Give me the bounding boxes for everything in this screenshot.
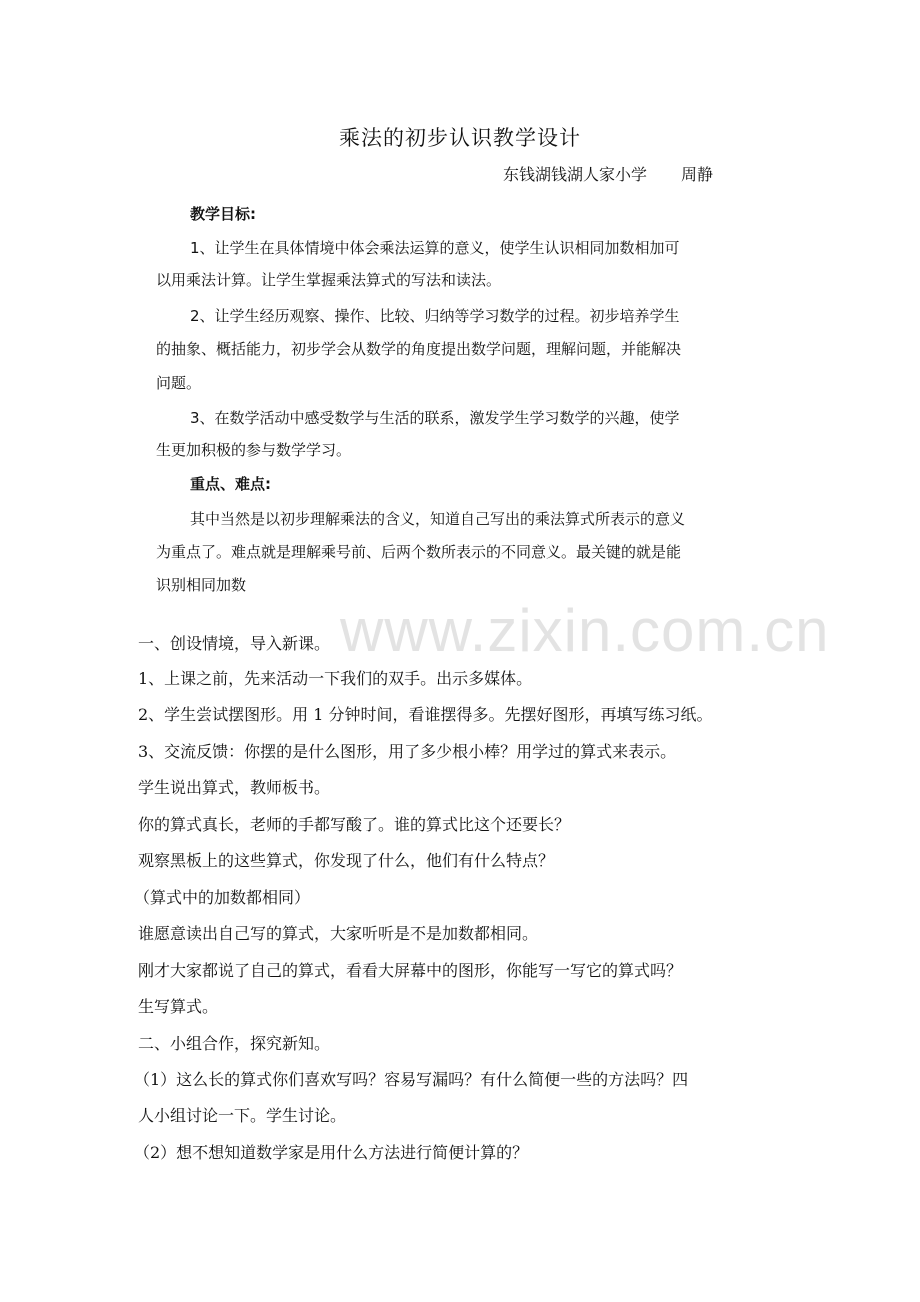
paragraph-line: 2、学生尝试摆图形。用 1 分钟时间，看谁摆得多。先摆好图形，再填写练习纸。	[138, 705, 713, 724]
objective-line: 问题。	[156, 374, 202, 392]
paragraph-line: 3、交流反馈：你摆的是什么图形，用了多少根小棒？用学过的算式来表示。	[138, 742, 677, 761]
paragraph-line: 生写算式。	[138, 997, 219, 1016]
paragraph-line: （2）想不想知道数学家是用什么方法进行简便计算的？	[134, 1143, 529, 1162]
paragraph-line: 1、上课之前，先来活动一下我们的双手。出示多媒体。	[138, 669, 533, 688]
paragraph-line: 学生说出算式，教师板书。	[138, 778, 331, 797]
keypoints-heading: 重点、难点:	[190, 475, 271, 493]
paragraph-line: 你的算式真长，老师的手都写酸了。谁的算式比这个还要长？	[138, 815, 571, 834]
teacher-name: 周静	[681, 165, 714, 184]
keypoint-line: 为重点了。难点就是理解乘号前、后两个数所表示的不同意义。最关键的就是能	[156, 543, 682, 561]
paragraph-line: 人小组讨论一下。学生讨论。	[138, 1106, 347, 1125]
keypoint-line: 识别相同加数	[156, 576, 247, 594]
paragraph-line: 谁愿意读出自己写的算式，大家听听是不是加数都相同。	[138, 924, 539, 943]
objective-line: 生更加积极的参与数学学习。	[156, 441, 352, 459]
objective-line: 以用乘法计算。让学生掌握乘法算式的写法和读法。	[156, 271, 502, 289]
objective-line: 3、在数学活动中感受数学与生活的联系，激发学生学习数学的兴趣，使学	[190, 409, 680, 427]
document-title: 乘法的初步认识教学设计	[339, 126, 581, 150]
section-heading: 一、创设情境，导入新课。	[138, 634, 331, 653]
keypoint-line: 其中当然是以初步理解乘法的含义，知道自己写出的乘法算式所表示的意义	[190, 510, 686, 528]
school-name: 东钱湖钱湖人家小学	[503, 165, 648, 184]
objective-line: 2、让学生经历观察、操作、比较、归纳等学习数学的过程。初步培养学生	[190, 307, 680, 325]
watermark: www.zixin.com.cn	[340, 597, 830, 664]
author-line	[503, 162, 713, 185]
paragraph-line: （算式中的加数都相同）	[134, 888, 311, 907]
section-heading: 二、小组合作，探究新知。	[138, 1034, 331, 1053]
objective-line: 1、让学生在具体情境中体会乘法运算的意义，使学生认识相同加数相加可	[190, 239, 680, 257]
paragraph-line: 刚才大家都说了自己的算式，看看大屏幕中的图形，你能写一写它的算式吗？	[138, 961, 683, 980]
objectives-heading: 教学目标:	[190, 205, 256, 223]
objective-line: 的抽象、概括能力，初步学会从数学的角度提出数学问题，理解问题，并能解决	[156, 340, 682, 358]
paragraph-line: 观察黑板上的这些算式，你发现了什么，他们有什么特点？	[138, 851, 555, 870]
paragraph-line: （1）这么长的算式你们喜欢写吗？容易写漏吗？有什么简便一些的方法吗？四	[134, 1070, 689, 1089]
